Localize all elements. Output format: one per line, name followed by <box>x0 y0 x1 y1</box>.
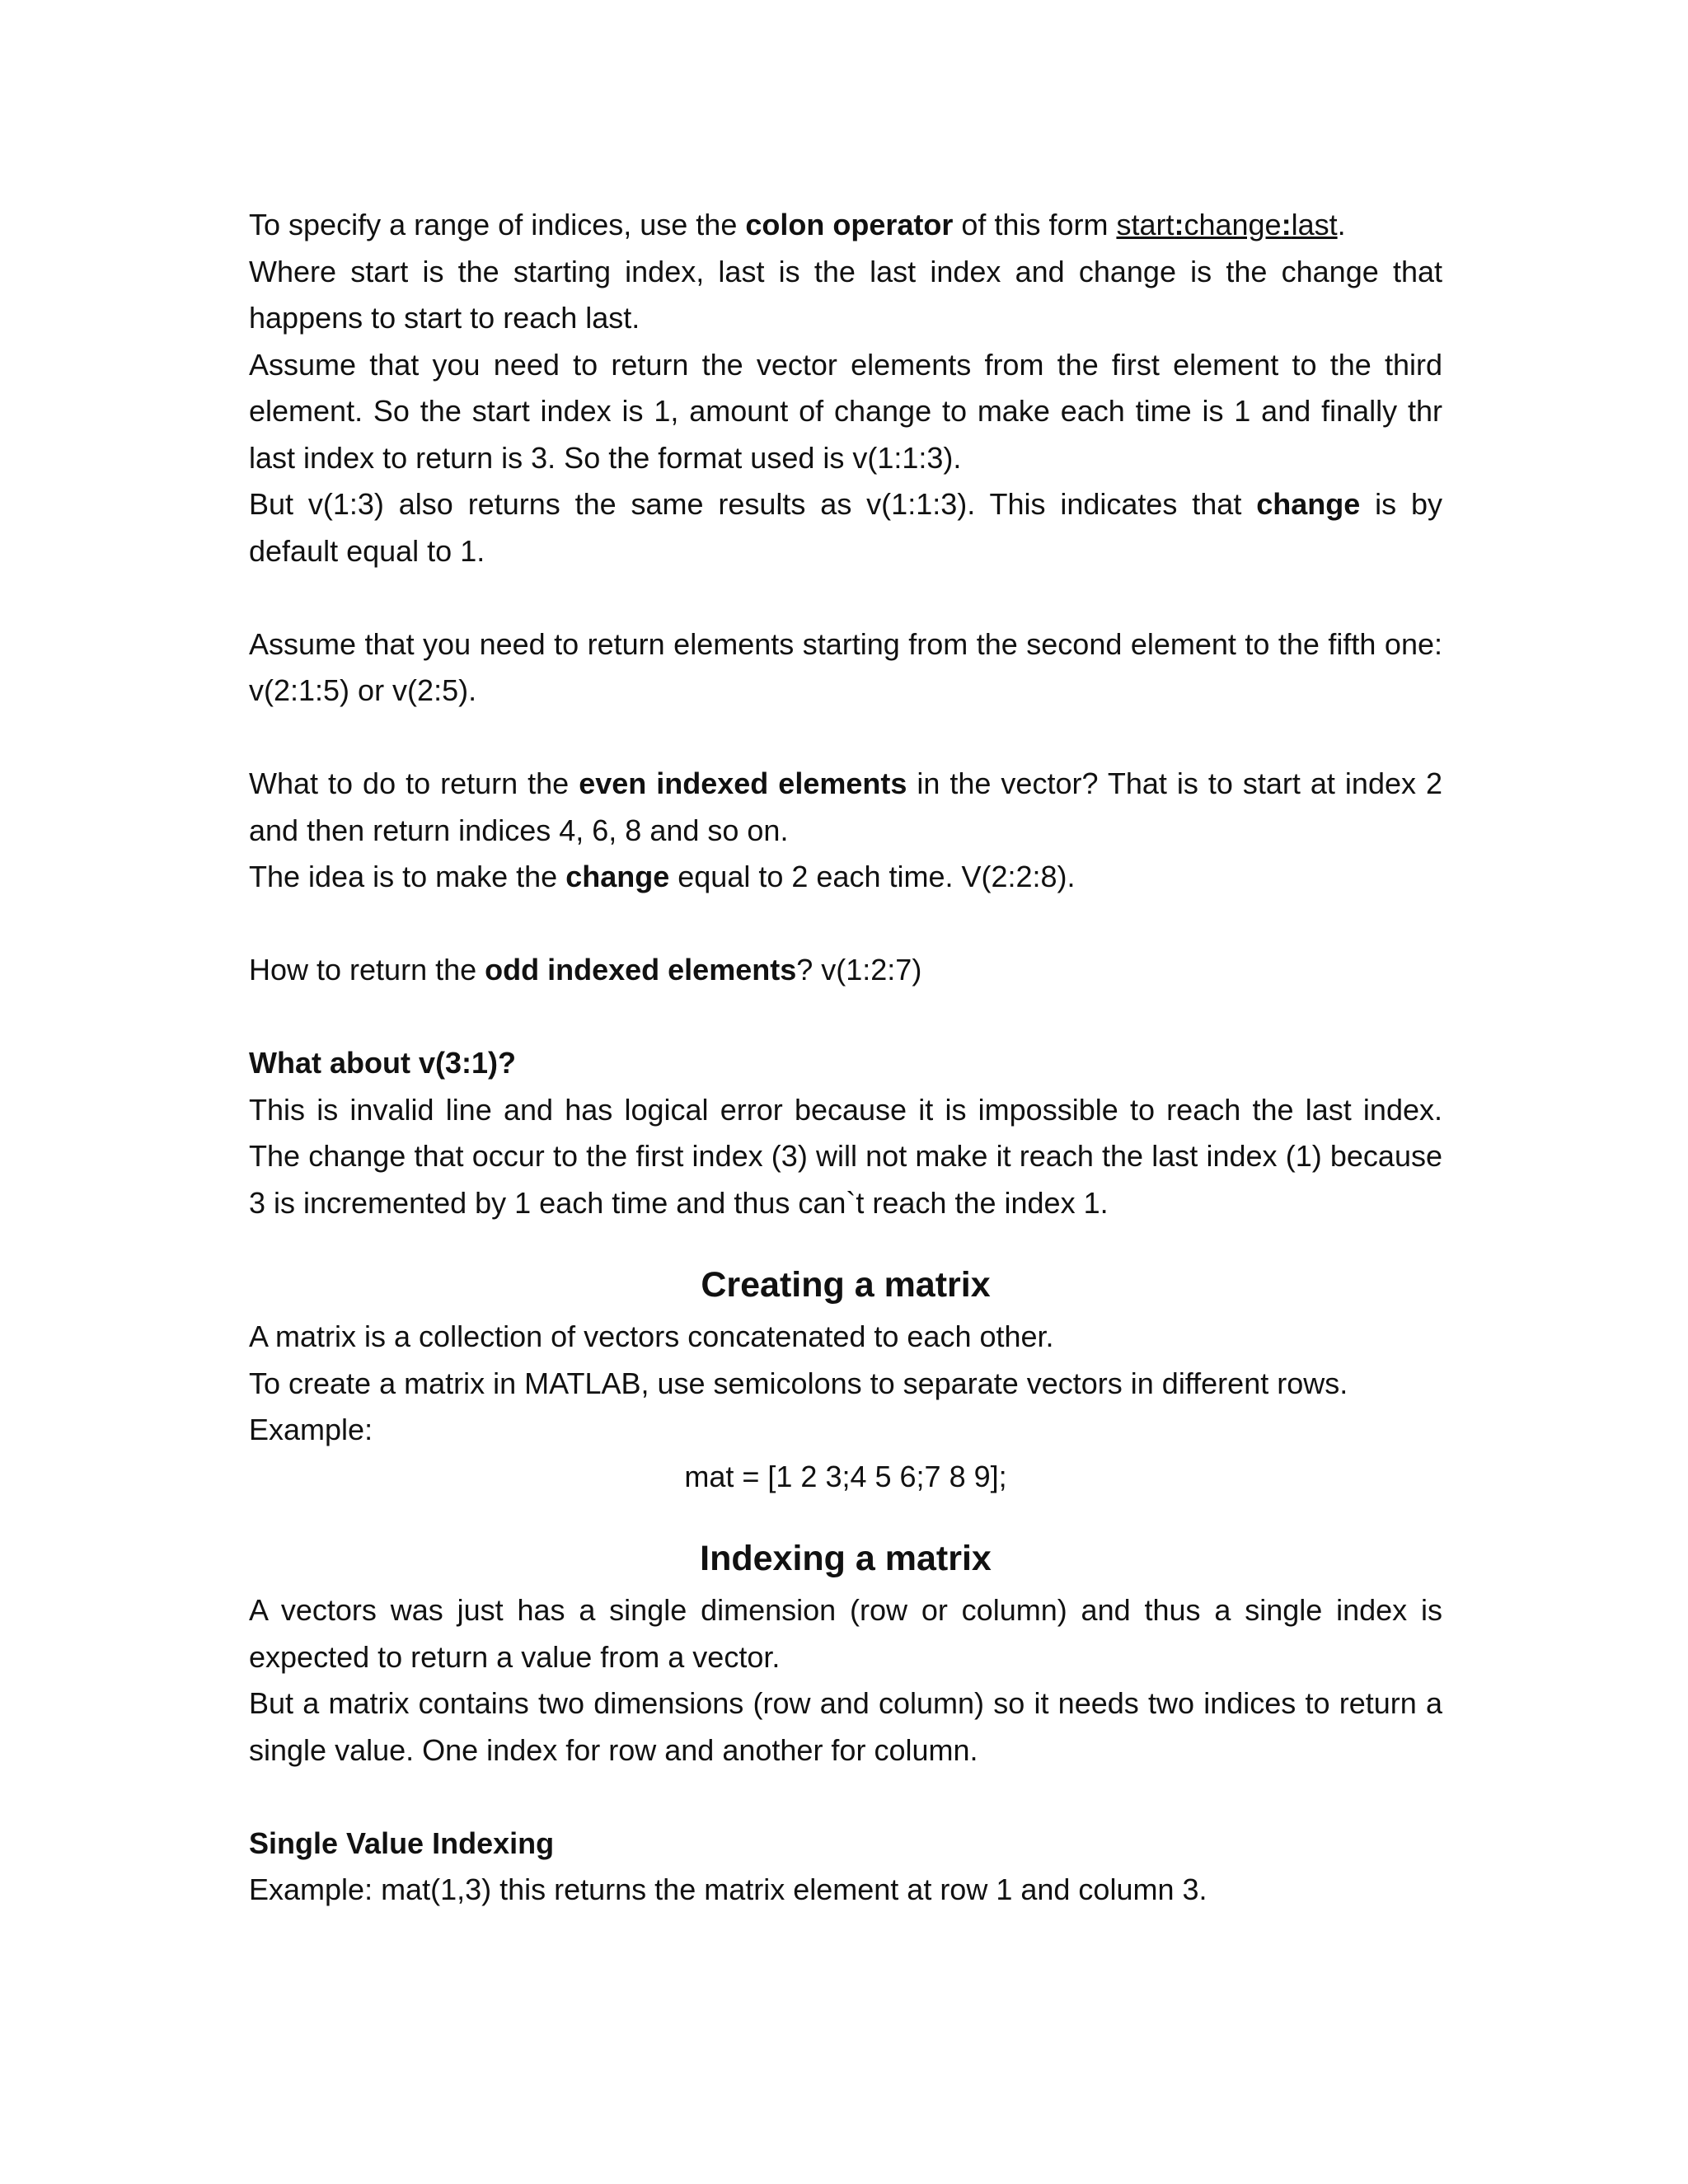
start-last-explanation: Where start is the starting index, last is the last index and change is the change that happens to start to reach last. <box>249 254 1442 335</box>
form-colon: : <box>1281 208 1292 241</box>
form-start: start <box>1116 208 1175 241</box>
even-indexed-answer <box>249 854 1442 901</box>
document-page <box>249 202 1442 1914</box>
example-label: Example: <box>249 1413 373 1446</box>
second-to-fifth-example: Assume that you need to return elements starting from the second element to the fifth one: v(2:1:5) or v(2:5). <box>249 626 1442 707</box>
text-span: in the vector? That is to start at index 2 and then return indices 4, 6, 8 and so on. <box>249 766 1443 847</box>
matrix-two-dimensions: But a matrix contains two dimensions (row and column) so it needs two indices to return a single value. One index for row and another for column. <box>249 1686 1442 1767</box>
text-span: The idea is to make the <box>249 860 566 893</box>
form-change: change <box>1184 208 1282 241</box>
bold-even-indexed: even indexed elements <box>579 766 907 800</box>
bold-odd-indexed: odd indexed elements <box>485 953 797 987</box>
colon-operator-intro <box>249 202 1442 249</box>
text-span: ? v(1:2:7) <box>796 953 922 987</box>
text-span: is by default equal to 1. <box>249 487 1442 568</box>
text-span: of this form <box>953 208 1117 241</box>
spacer <box>249 715 1442 762</box>
bold-colon-operator: colon operator <box>745 208 954 241</box>
single-value-example: Example: mat(1,3) this returns the matrix element at row 1 and column 3. <box>249 1872 1207 1906</box>
text-span: equal to 2 each time. V(2:2:8). <box>669 860 1076 893</box>
spacer <box>249 901 1442 948</box>
text-span: But v(1:3) also returns the same results as v(1:1:3). This indicates that <box>249 487 1257 521</box>
matrix-creation-instruction: To create a matrix in MATLAB, use semicolons to separate vectors in different rows. <box>249 1366 1348 1400</box>
first-to-third-example: Assume that you need to return the vector elements from the first element to the third element. So the start index is 1, amount of change to make each time is 1 and finally thr last index to return is 3. So the format used is v(1:1:3). <box>249 347 1442 475</box>
section-heading-creating-matrix: Creating a matrix <box>701 1265 991 1305</box>
spacer <box>249 1774 1442 1821</box>
matrix-definition: A matrix is a collection of vectors concatenated to each other. <box>249 1319 1054 1353</box>
text-span: What to do to return the <box>249 766 579 800</box>
form-last: last <box>1291 208 1338 241</box>
even-indexed-question <box>249 761 1442 854</box>
invalid-range-explanation: This is invalid line and has logical error because it is impossible to reach the last index. The change that occur to the first index (3) will not make it reach the last index (1) because 3 is incremented by 1 each time and thus can`t reach the index 1. <box>249 1092 1442 1220</box>
single-value-indexing-heading: Single Value Indexing <box>249 1825 555 1860</box>
bold-change: change <box>565 860 670 893</box>
section-heading-indexing-matrix: Indexing a matrix <box>700 1539 992 1578</box>
form-colon: : <box>1174 208 1184 241</box>
spacer <box>249 1500 1442 1530</box>
text-span: . <box>1337 208 1346 241</box>
text-span: How to return the <box>249 953 485 987</box>
colon-form <box>1116 208 1337 241</box>
spacer <box>249 994 1442 1041</box>
vector-single-dimension: A vectors was just has a single dimension (row or column) and thus a single index is expected to return a value from a vector. <box>249 1593 1442 1674</box>
spacer <box>249 1226 1442 1256</box>
odd-indexed-question <box>249 947 1442 994</box>
text-span: To specify a range of indices, use the <box>249 208 746 241</box>
what-about-heading: What about v(3:1)? <box>249 1046 516 1080</box>
spacer <box>249 574 1442 621</box>
default-change-explanation <box>249 481 1442 574</box>
matrix-code-example: mat = [1 2 3;4 5 6;7 8 9]; <box>684 1459 1007 1493</box>
bold-change: change <box>1256 487 1361 521</box>
